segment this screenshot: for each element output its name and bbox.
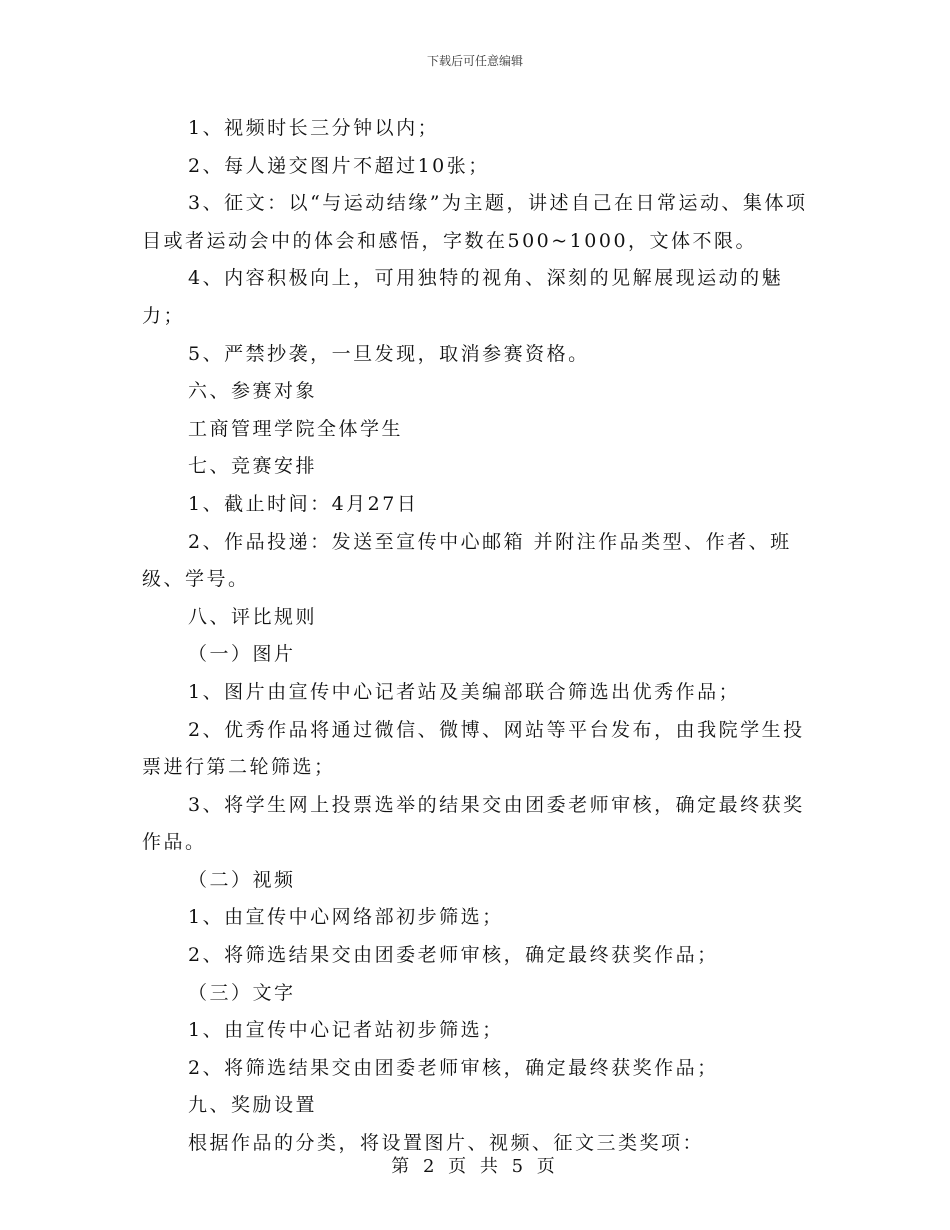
paragraph: 2、每人递交图片不超过10张； xyxy=(188,154,490,177)
paragraph: 1、图片由宣传中心记者站及美编部联合筛选出优秀作品； xyxy=(188,680,741,703)
paragraph: 工商管理学院全体学生 xyxy=(188,417,404,440)
section-heading: 八、评比规则 xyxy=(188,605,318,628)
subsection-heading: （三）文字 xyxy=(188,981,296,1004)
paragraph: 2、将筛选结果交由团委老师审核，确定最终获奖作品； xyxy=(188,1056,719,1079)
paragraph: 2、将筛选结果交由团委老师审核，确定最终获奖作品； xyxy=(188,944,719,967)
section-heading: 六、参赛对象 xyxy=(188,380,318,403)
paragraph: 1、视频时长三分钟以内； xyxy=(188,117,440,139)
paragraph: 3、将学生网上投票选举的结果交由团委老师审核，确定最终获奖作品。 xyxy=(142,793,805,854)
section-heading: 九、奖励设置 xyxy=(188,1094,318,1117)
paragraph: 1、截止时间：4月27日 xyxy=(188,492,419,515)
section-heading: 七、竞赛安排 xyxy=(188,455,318,478)
paragraph: 3、征文：以“与运动结缘”为主题，讲述自己在日常运动、集体项目或者运动会中的体会和感悟，字数在500~1000，文体不限。 xyxy=(142,192,808,252)
paragraph: 1、由宣传中心记者站初步筛选； xyxy=(188,1019,504,1042)
document-body xyxy=(142,110,808,1163)
paragraph: 2、作品投递：发送至宣传中心邮箱 并附注作品类型、作者、班级、学号。 xyxy=(142,530,792,591)
subsection-heading: （一）图片 xyxy=(188,643,296,666)
paragraph: 根据作品的分类，将设置图片、视频、征文三类奖项： xyxy=(188,1132,705,1155)
paragraph: 1、由宣传中心网络部初步筛选； xyxy=(188,906,504,929)
paragraph: 2、优秀作品将通过微信、微博、网站等平台发布，由我院学生投票进行第二轮筛选； xyxy=(142,718,805,779)
paragraph: 4、内容积极向上，可用独特的视角、深刻的见解展现运动的魅力； xyxy=(142,267,784,327)
subsection-heading: （二）视频 xyxy=(188,868,296,891)
page-header: 下载后可任意编辑 xyxy=(426,54,523,68)
page-number-footer: 第 2 页 共 5 页 xyxy=(391,1156,559,1177)
paragraph: 5、严禁抄袭，一旦发现，取消参赛资格。 xyxy=(188,342,590,365)
